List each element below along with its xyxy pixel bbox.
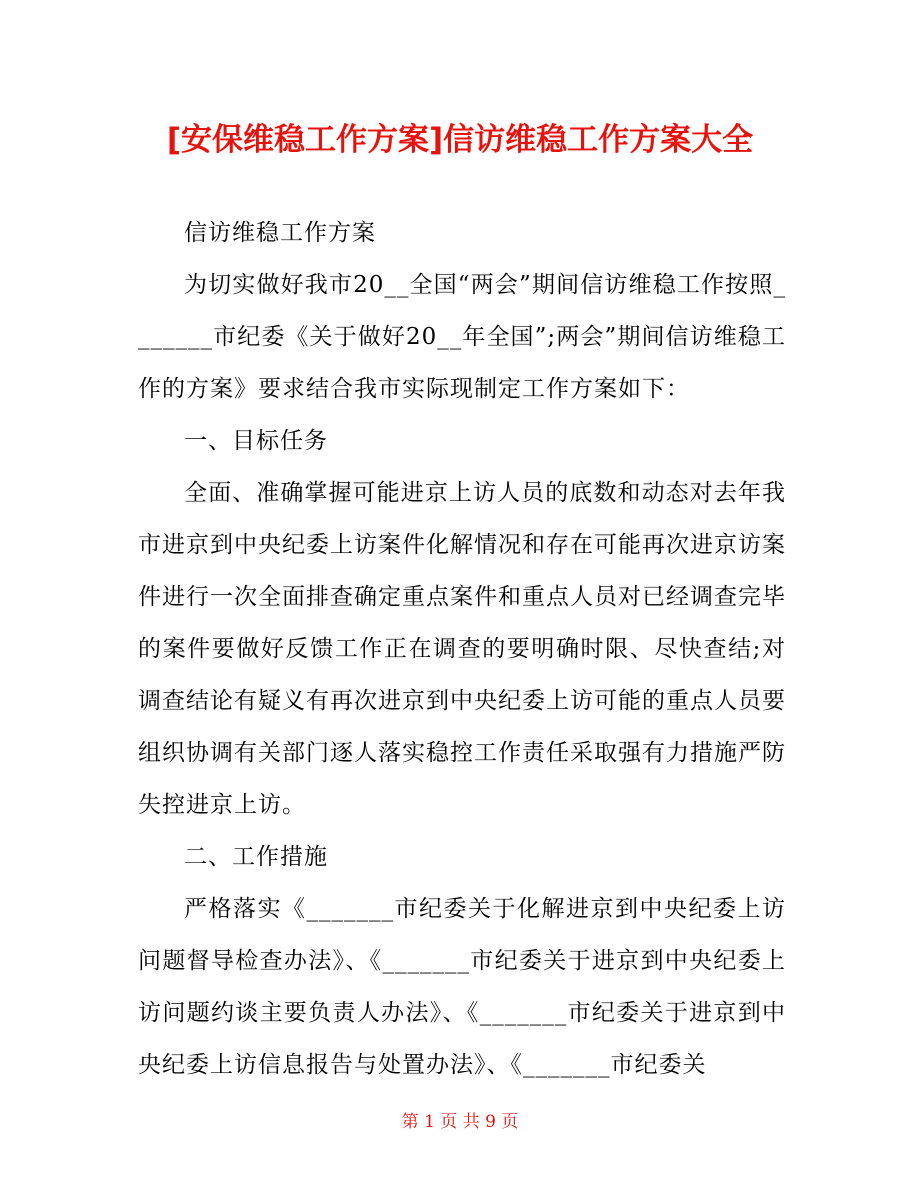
paragraph-goals: 全面、准确掌握可能进京上访人员的底数和动态对去年我市进京到中央纪委上访案件化解情况和存在可能再次进京访案件进行一次全面排查确定重点案件和重点人员对已经调查完毕的案件要做好反馈工作正在调查的要明确时限、尽快查结;对调查结论有疑义有再次进京到中央纪委上访可能的重点人员要组织协调有关部门逐人落实稳控工作责任采取强有力措施严防失控进京上访。 [138,480,786,818]
document-body [138,207,786,1091]
section-heading-goals: 一、目标任务 [184,428,328,454]
paragraph-heading-plan: 信访维稳工作方案 [184,220,376,246]
page-footer: 第 1 页 共 9 页 [401,1112,519,1132]
section-heading-measures: 二、工作措施 [184,844,328,870]
document-title: [安保维稳工作方案]信访维稳工作方案大全 [166,122,754,158]
paragraph-measures: 严格落实《_______市纪委关于化解进京到中央纪委上访问题督导检查办法》、《_______市纪委关于进京到中央纪委上访问题约谈主要负责人办法》、《_______市纪委关于进京到中央纪委上访信息报告与处置办法》、《_______市纪委关 [138,896,786,1078]
paragraph-intro: 为切实做好我市20__全国“两会”期间信访维稳工作按照_______市纪委《关于做好20__年全国”;两会”期间信访维稳工作的方案》要求结合我市实际现制定工作方案如下： [138,272,786,402]
